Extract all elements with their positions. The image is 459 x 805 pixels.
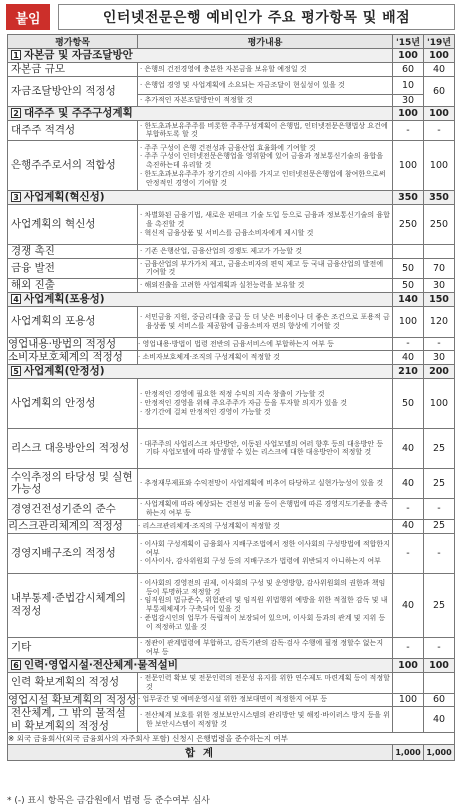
item-name: 기타 [8,637,138,658]
item-name: 자본금 규모 [8,63,138,77]
content-line: · 서민금융 지원, 중금리대출 공급 등 더 낮은 비용이나 더 좋은 조건으로 포용적 금융상품 및 서비스를 제공함에 금융소비자 편의 향상에 기여할 것 [140,313,390,330]
table-row [8,498,455,519]
content-line: · 추가적인 자본조달방안이 적정할 것 [140,95,253,104]
score-2019 [424,672,455,693]
content-line: · 영업내용·방법이 법령 전반의 금융서비스에 부합하는지 여부 등 [138,339,334,348]
total-label: 합 계 [8,745,393,761]
item-content [138,351,393,365]
table-row [8,63,455,77]
header-content: 평가내용 [138,35,393,49]
score-2015: 140 [393,292,424,306]
section-title [8,364,393,378]
content-line: · 사업계획에 따라 예상되는 건전성 비율 등이 은행법에 따른 경영지도기준을 충족하는지 여부 등 [140,500,388,517]
item-content [138,279,393,293]
content-line: · 기존 은행산업, 금융산업의 경쟁도 제고가 가능할 것 [140,247,303,256]
score-2019: 60 [424,76,455,106]
footnote-row [8,733,455,745]
score-2019: 25 [424,573,455,637]
attachment-badge: 붙임 [6,4,50,30]
table-row [8,279,455,293]
score-2019: 150 [424,292,455,306]
section-number: 6 [11,660,21,670]
score-2015: 60 [393,63,424,77]
content-line: · 안정적인 경영에 필요한 적정 수익의 지속 창출이 가능할 것 [140,390,325,399]
content-line: · 소비자보호체계·조직의 구성계획이 적정할 것 [138,353,280,362]
content-line: · 주주 구성이 인터넷전문은행업을 영위함에 있어 금융과 정보통신기술의 융합을 촉진하는데 유리할 것 [140,152,384,170]
table-row [8,120,455,141]
score-2019: 30 [424,279,455,293]
item-name: 자금조달방안의 적정성 [8,76,138,106]
item-content [138,63,393,77]
score-2015 [393,245,424,259]
table-row [8,672,455,693]
content-line: · 업무공간 및 예비운영시설 위한 정보대면이 적정한지 여부 등 [138,695,328,704]
score-2019: 200 [424,364,455,378]
section-title [8,292,393,306]
content-line: · 주주 구성이 은행 건전성과 금융산업 효율화에 기여할 것 [140,143,316,152]
section-title [8,658,393,672]
table-row [8,468,455,498]
score-2019: 40 [424,707,455,733]
score-2019: - [424,120,455,141]
table-row [8,141,455,191]
score-2015: 100 [393,306,424,337]
evaluation-table [7,34,455,761]
total-row [8,745,455,761]
header-2019: '19년 [424,35,455,49]
table-row [8,378,455,428]
item-name: 경영건전성기준의 준수 [8,498,138,519]
score-2015: 250 [393,205,424,245]
content-line: · 금융산업의 부가가치 제고, 금융소비자의 편익 제고 등 국내 금융산업의 발전에 기여할 것 [140,259,384,277]
score-2015: 30 [393,94,424,106]
item-name: 대주주 적격성 [8,120,138,141]
section-label: 인력·영업시설·전산체계·물적설비 [24,658,178,671]
content-line: · 안정적인 경영을 위해 주요주주가 자금 등을 투자할 의지가 있을 것 [140,399,348,408]
content-line: · 은행의 건전경영에 충분한 자본금을 보유할 예정일 것 [140,64,307,73]
score-2015: - [393,637,424,658]
score-2015: 100 [393,106,424,120]
score-2019: 120 [424,306,455,337]
section-row [8,49,455,63]
header-item: 평가항목 [8,35,138,49]
item-name: 전산체계, 그 밖의 물적설비 확보계획의 적정성 [8,707,138,733]
score-2015: 100 [393,49,424,63]
item-content [138,94,393,106]
section-row [8,292,455,306]
header-2015: '15년 [393,35,424,49]
section-label: 자본금 및 자금조달방안 [24,49,133,62]
item-content [138,205,393,245]
page-title: 인터넷전문은행 예비인가 주요 평가항목 및 배점 [58,4,455,30]
item-name: 사업계획의 안정성 [8,378,138,428]
item-content [138,378,393,428]
table-row [8,533,455,573]
score-2019: - [424,637,455,658]
content-line: · 해외진출을 고려한 사업계획과 실천능력을 보유할 것 [140,281,305,290]
score-2019: 100 [424,658,455,672]
item-name: 리스크 대응방안의 적정성 [8,428,138,468]
item-name: 수익추정의 타당성 및 실현가능성 [8,468,138,498]
item-name: 금융 발전 [8,258,138,279]
score-2015: - [393,337,424,351]
item-content [138,533,393,573]
item-content [138,120,393,141]
score-2015: - [393,533,424,573]
score-2019: - [424,498,455,519]
score-2019: 25 [424,468,455,498]
section-label: 사업계획(포용성) [24,292,105,305]
bottom-note: * (-) 표시 항목은 금감원에서 법령 등 준수여부 심사 [7,796,210,805]
section-label: 사업계획(안정성) [24,365,105,378]
item-content [138,76,393,94]
item-content [138,428,393,468]
score-2015: 100 [393,141,424,191]
score-2019: 350 [424,191,455,205]
item-content [138,258,393,279]
item-name: 경쟁 촉진 [8,245,138,259]
score-2019 [424,245,455,259]
section-number: 2 [11,108,21,118]
score-2019: 25 [424,519,455,533]
section-number: 3 [11,192,21,202]
content-line: · 이사회 구성계획이 금융회사 지배구조법에서 정한 이사회의 구성방법에 적합한지 여부 [140,539,390,557]
score-2015: 50 [393,279,424,293]
content-line: · 장기간에 걸쳐 안정적인 경영이 가능할 것 [140,407,271,416]
score-2015: - [393,120,424,141]
content-line: · 차별화된 금융기법, 새로운 핀테크 기술 도입 등으로 금융과 정보통신기술의 융합을 촉진할 것 [140,211,390,229]
table-row [8,573,455,637]
section-number: 4 [11,294,21,304]
score-2015: 50 [393,258,424,279]
content-line: · 한도초과보유주주를 비롯한 주주구성계획이 은행법, 인터넷전문은행법상 요건에 부합하도록 할 것 [140,121,388,139]
section-label: 대주주 및 주주구성계획 [24,106,133,119]
score-2019: 100 [424,49,455,63]
score-2019: 100 [424,378,455,428]
content-line: · 이사이사, 감사위원회 구성 등의 지배구조가 법령에 위반되지 아니하는지 여부 [140,557,381,566]
score-2015: 40 [393,428,424,468]
score-2015: 100 [393,658,424,672]
foreign-bank-note: ※ 외국 금융회사(외국 금융회사의 자주회사 포함) 신청시 은행법령을 준수하는지 여부 [8,733,455,745]
score-2019: 100 [424,106,455,120]
content-line: · 리스크관리체계·조직의 구성계획이 적정할 것 [138,521,280,530]
section-row [8,364,455,378]
table-row [8,306,455,337]
item-content [138,573,393,637]
table-row [8,351,455,365]
item-name: 영업내용·방법의 적정성 [8,337,138,351]
score-2015: 40 [393,519,424,533]
score-2015: 40 [393,573,424,637]
content-line: · 준법감시인의 업무가 독립적이 보장되어 있으며, 이사회 등과의 관계 및 지위 등이 적정하고 있을 것 [140,613,386,631]
item-name: 리스크관리체계의 적정성 [8,519,138,533]
item-name: 영업시설 확보계획의 적정성 [8,693,137,706]
table-header-row [8,35,455,49]
score-2019: - [424,337,455,351]
table-row [8,693,455,707]
section-label: 사업계획(혁신성) [24,191,105,204]
item-content [138,672,393,693]
score-2015: 350 [393,191,424,205]
item-content [138,468,393,498]
content-line: · 전산체계 보호를 위한 정보보안시스템의 관리방안 및 해킹·바이러스 방지 등을 위한 보안시스템이 적정할 것 [140,711,390,728]
score-2019: 60 [424,693,455,707]
header [6,4,455,32]
content-line: · 한도초과보유주주가 장기간의 시야를 가지고 인터넷전문은행업에 참여한으로써 안정적인 경영이 기여할 것 [140,169,386,187]
table-row [8,258,455,279]
item-name: 사업계획의 포용성 [8,306,138,337]
table-row [8,76,455,94]
item-content [138,693,393,707]
item-name: 은행주주로서의 적합성 [8,141,138,191]
score-2019: 100 [424,141,455,191]
table-row [8,519,455,533]
item-content [138,306,393,337]
section-title [8,49,393,63]
table-row [8,707,455,733]
section-row [8,106,455,120]
item-content [138,245,393,259]
score-2019: 40 [424,63,455,77]
item-content [138,498,393,519]
score-2015: - [393,498,424,519]
table-row [8,245,455,259]
score-2019: 25 [424,428,455,468]
score-2015: 50 [393,378,424,428]
total-2019: 1,000 [424,745,455,761]
section-row [8,191,455,205]
item-name: 소비자보호체계의 적정성 [8,351,138,365]
section-title [8,191,393,205]
table-row [8,205,455,245]
section-number: 5 [11,366,21,376]
item-content [138,637,393,658]
item-content [138,519,393,533]
score-2019: - [424,533,455,573]
score-2015: 40 [393,351,424,365]
item-name: 경영지배구조의 적정성 [8,533,138,573]
score-2015: 210 [393,364,424,378]
content-line: · 전문인력 확보 및 전문인력의 전문성 유지를 위한 연수제도 마련계획 등이 적정할 것 [140,673,390,691]
table-row [8,637,455,658]
score-2015: 100 [393,693,424,707]
score-2015 [393,672,424,693]
item-name: 인력 확보계획의 적정성 [8,672,138,693]
score-2019: 70 [424,258,455,279]
section-row [8,658,455,672]
content-line: · 추정재무제표와 수익전망이 사업계획에 비추어 타당하고 실현가능성이 있을 것 [140,479,384,488]
item-content [138,337,393,351]
content-line: · 은행업 경영 및 사업계획에 소요되는 자금조달이 현실성이 있을 것 [140,80,345,89]
content-line: · 정관이 관계법령에 부합하고, 감독기관의 감독·검사 수행에 필정 정할수 없는지 여부 등 [140,638,384,656]
content-line: · 임직원의 법규준수, 위험관리 및 임직원 위법행위 예방을 위한 적절한 감독 및 내부통제체제가 구축되어 있을 것 [140,596,388,614]
section-title [8,106,393,120]
item-content [138,707,393,733]
table-row [8,428,455,468]
item-name: 내부통제·준법감시체계의 적정성 [8,573,138,637]
score-2019: 30 [424,351,455,365]
section-number: 1 [11,50,21,60]
score-2015: 10 [393,76,424,94]
item-content [138,141,393,191]
content-line: · 이사회의 경영전의 권제, 이사회의 구성 및 운영방향, 감사위원회의 권한과 책임 등이 투명하고 적정할 것 [140,578,386,596]
total-2015: 1,000 [393,745,424,761]
score-2015: 40 [393,468,424,498]
content-line: · 혁신적 금융상품 및 서비스를 금융소비자에게 제시할 것 [140,228,314,237]
item-name: 해외 진출 [8,279,138,293]
content-line: · 대주주의 사업리스크 차단방안, 이동된 사업모델의 여러 향후 등의 대응방안 등 기타 사업모델에 따라 발생할 수 있는 리스크에 대한 대응방안이 적정할 것 [140,439,384,457]
score-2015 [393,707,424,733]
item-name: 사업계획의 혁신성 [8,205,138,245]
table-row [8,337,455,351]
score-2019: 250 [424,205,455,245]
